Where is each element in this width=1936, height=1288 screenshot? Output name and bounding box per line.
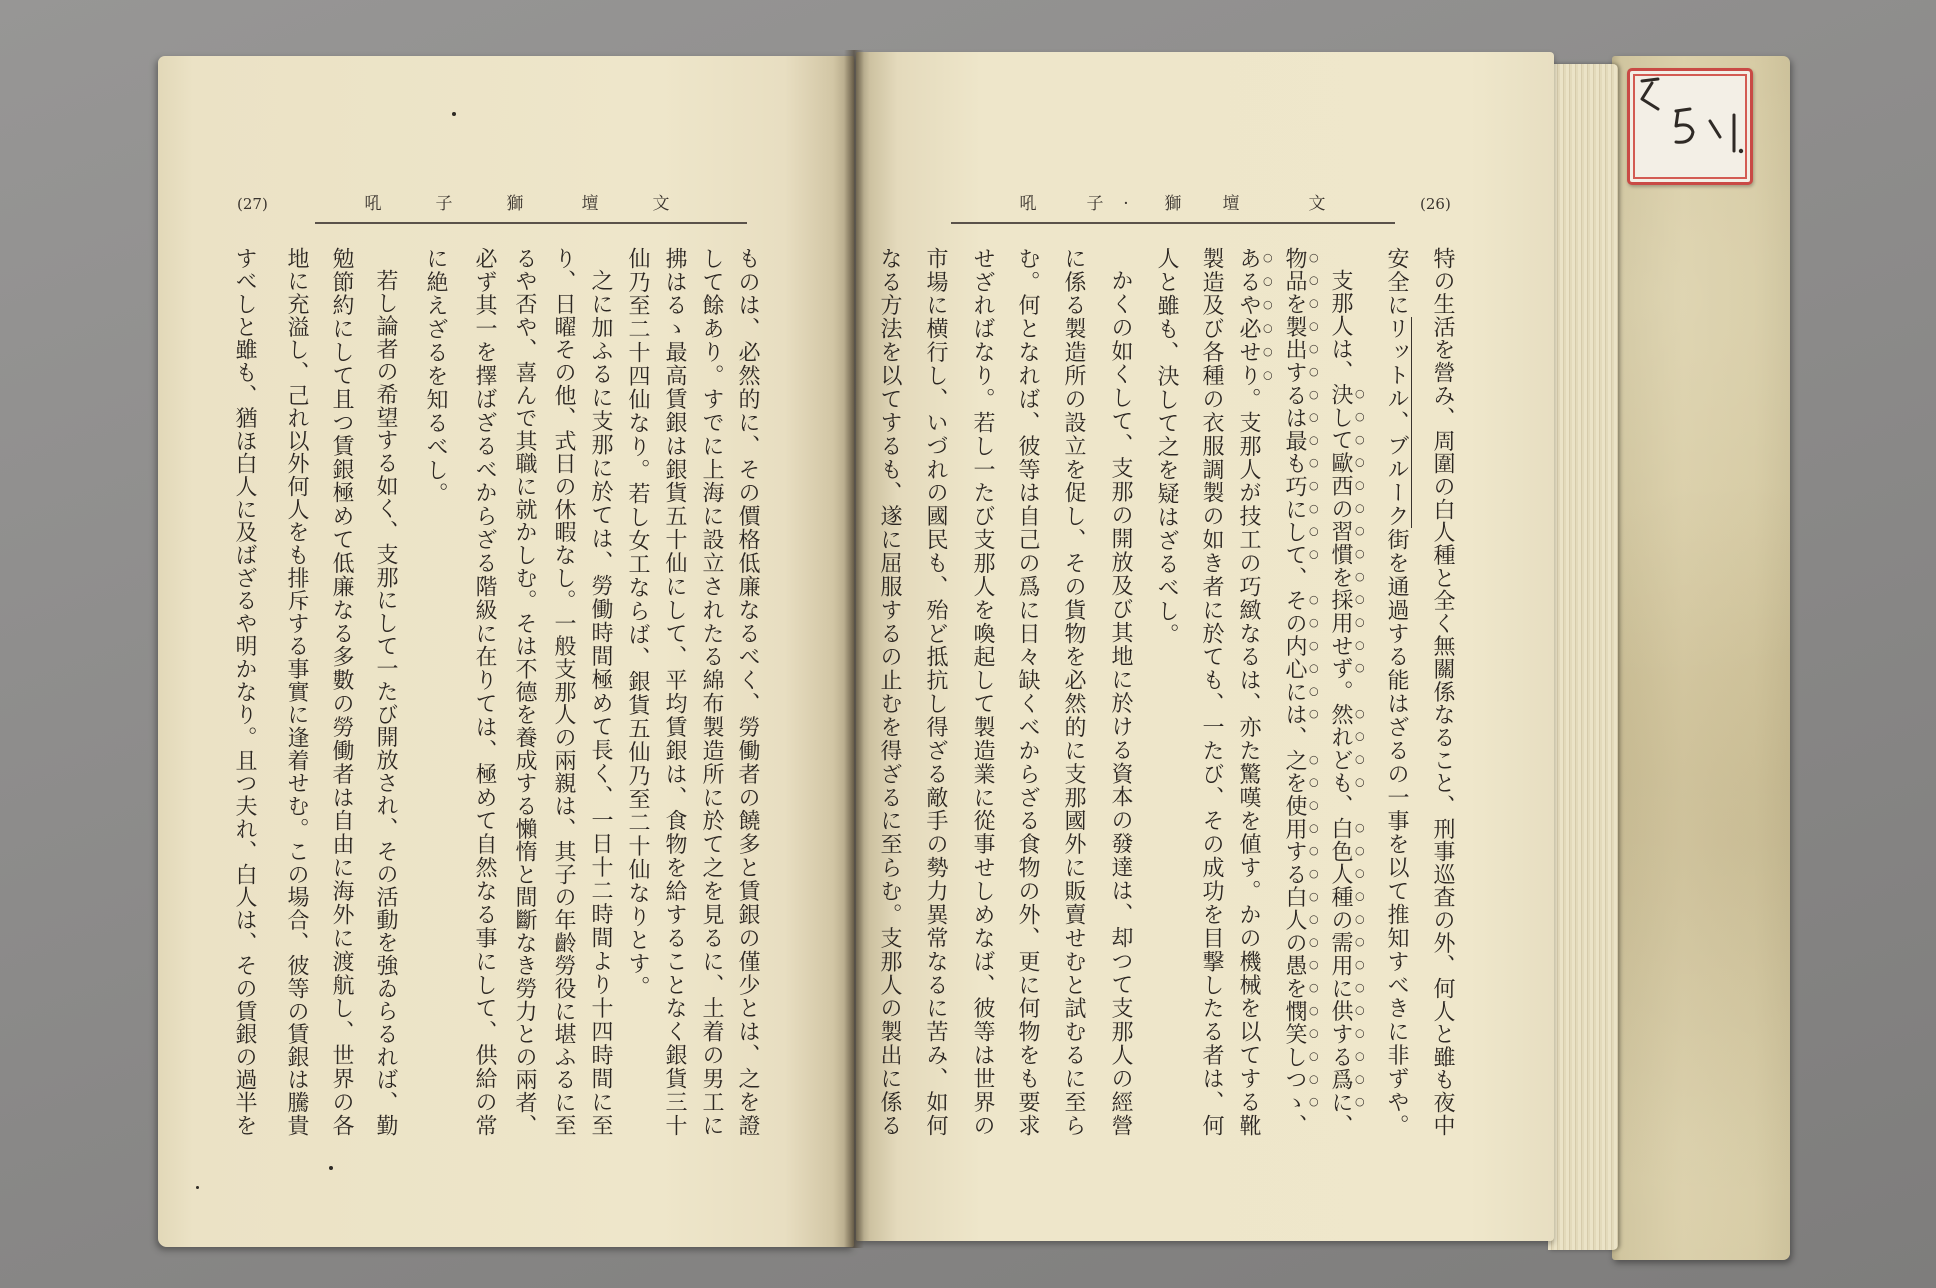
shelf-label	[1627, 68, 1753, 185]
text-column	[1150, 247, 1182, 1136]
running-head-char: 吼	[364, 194, 382, 214]
column-text: 、	[1328, 1114, 1353, 1137]
running-head-char: 文	[652, 194, 670, 214]
column-text: 支那人は、	[1328, 269, 1353, 384]
text-column	[873, 247, 905, 1136]
running-head-char: 獅	[1164, 194, 1182, 214]
column-text: 仙乃至二十四仙なり。若し女工ならば、銀貨五仙乃至二十仙なりとす。	[625, 247, 650, 999]
emphasized-text: 物品を製出するは最も巧にして、その内心には、之を使用する白人の愚を憫笑しつゝ、	[1282, 247, 1307, 1137]
page-number-right: (26)	[1420, 195, 1451, 213]
running-head-char: 子	[1086, 194, 1104, 214]
column-text: せざればなり。若し一たび支那人を喚起して製造業に從事せしめなば、彼等は世界の	[970, 247, 995, 1137]
column-text: なる方法を以てするも、遂に屈服するの止むを得ざるに至らむ。支那人の製出に係る	[877, 247, 902, 1136]
column-text: り、日曜その他、式日の休暇なし。一般支那人の兩親は、其子の年齡勞役に堪ふるに至	[551, 247, 576, 1137]
running-head-char: 子	[435, 194, 453, 214]
column-text: 製造及び各種の衣服調製の如き者に於ても、一たび、その成功を目撃したる者は、何	[1199, 247, 1224, 1137]
text-column	[1104, 247, 1136, 1136]
column-text: む。何となれば、彼等は自己の爲に日々缺くべからざる食物の外、更に何物をも要求	[1015, 247, 1040, 1137]
text-column	[621, 247, 653, 1136]
text-column	[1380, 247, 1412, 1136]
column-text: るや否や、喜んで其職に就かしむ。そは不德を養成する懶惰と間斷なき勞力との兩者、	[512, 247, 537, 1137]
column-text: 若し論者の希望する如く、支那にして一たび開放され、その活動を強ゐらるれば、勤	[373, 269, 398, 1136]
page-number-left: (27)	[237, 195, 268, 213]
column-text: 市場に横行し、いづれの國民も、殆ど抵抗し得ざる敵手の勢力異常なるに苦み、如何	[923, 247, 948, 1137]
column-text: すべしと雖も、猶ほ白人に及ばざるや明かなり。且つ夫れ、白人は、その賃銀の過半を	[232, 247, 257, 1137]
text-column	[369, 247, 401, 1136]
running-head-char: 壇	[581, 194, 599, 214]
column-text: 勉節約にして且つ賃銀極めて低廉なる多數の勞働者は自由に海外に渡航し、世界の各	[329, 247, 354, 1137]
text-column	[419, 247, 451, 1136]
column-text: かくの如くして、支那の開放及び其地に於ける資本の發達は、却つて支那人の經營	[1108, 269, 1133, 1137]
text-column	[1011, 247, 1043, 1136]
text-column	[280, 247, 312, 1136]
text-column	[1328, 247, 1366, 1137]
running-head-char: ·	[1123, 194, 1129, 214]
emphasized-text: 決して歐西の習慣を採用せず。然れども、白色人種の需用に供する爲に	[1328, 383, 1353, 1115]
emphasized-text: あるや必せり	[1236, 247, 1261, 388]
text-column	[468, 247, 500, 1136]
running-head-char: 文	[1308, 194, 1326, 214]
text-column	[1236, 247, 1274, 1137]
running-head-char: 獅	[506, 194, 524, 214]
column-text: 地に充溢し、己れ以外何人をも排斥する事實に逢着せむ。この場合、彼等の賃銀は騰貴	[284, 247, 309, 1137]
header-rule-left	[315, 222, 747, 224]
column-text: に絶えざるを知るべし。	[423, 247, 448, 506]
ink-speck	[196, 1186, 199, 1189]
text-column	[658, 247, 690, 1136]
text-column	[919, 247, 951, 1136]
text-column	[1195, 247, 1227, 1136]
running-head-char: 壇	[1222, 194, 1240, 214]
column-text: ものは、必然的に、その價格低廉なるべく、勞働者の饒多と賃銀の僅少とは、之を證	[735, 247, 760, 1136]
column-text: に係る製造所の設立を促し、その貨物を必然的に支那國外に販賣せむと試むるに至ら	[1061, 247, 1086, 1136]
text-column	[325, 247, 357, 1136]
proper-noun-sideline-text: リットル、ブルーク	[1384, 317, 1412, 528]
column-text: 必ず其一を擇ばざるべからざる階級に在りては、極めて自然なる事にして、供給の常	[472, 247, 497, 1137]
column-text: 街を通過する能はざるの一事を以て推知すべきに非ずや。	[1384, 528, 1409, 1137]
text-column	[508, 247, 540, 1136]
column-text: 之に加ふるに支那に於ては、勞働時間極めて長く、一日十二時間より十四時間に至	[588, 269, 613, 1137]
column-text: 安全に	[1384, 247, 1409, 318]
text-column	[547, 247, 579, 1136]
text-column	[731, 247, 763, 1136]
text-column	[584, 247, 616, 1136]
text-column	[695, 247, 727, 1136]
running-head-char: 吼	[1019, 194, 1037, 214]
text-column	[228, 247, 260, 1136]
book-cover-board	[1612, 56, 1790, 1260]
text-column	[966, 247, 998, 1136]
book-gutter-shadow	[844, 50, 864, 1248]
column-text: 。支那人が技工の巧緻なるは、亦た驚嘆を値す。かの機械を以てする靴	[1236, 387, 1261, 1137]
column-text: 特の生活を營み、周圍の白人種と全く無關係なること、刑事巡査の外、何人と雖も夜中	[1430, 247, 1455, 1137]
handwritten-shelf-mark	[1630, 71, 1750, 182]
text-column	[1282, 247, 1320, 1137]
column-text: して餘あり。すでに上海に設立されたる綿布製造所に於て之を見るに、土着の男工に	[699, 247, 724, 1137]
page-edge-stack	[1548, 64, 1618, 1250]
ink-speck	[329, 1166, 333, 1170]
ink-speck	[452, 112, 456, 116]
column-text: 人と雖も、決して之を疑はざるべし。	[1154, 247, 1179, 647]
header-rule-right	[951, 222, 1395, 224]
text-column	[1057, 247, 1089, 1136]
column-text: 拂はるゝ最高賃銀は銀貨五十仙にして、平均賃銀は、食物を給することなく銀貨三十	[662, 247, 687, 1136]
text-column	[1426, 247, 1458, 1136]
